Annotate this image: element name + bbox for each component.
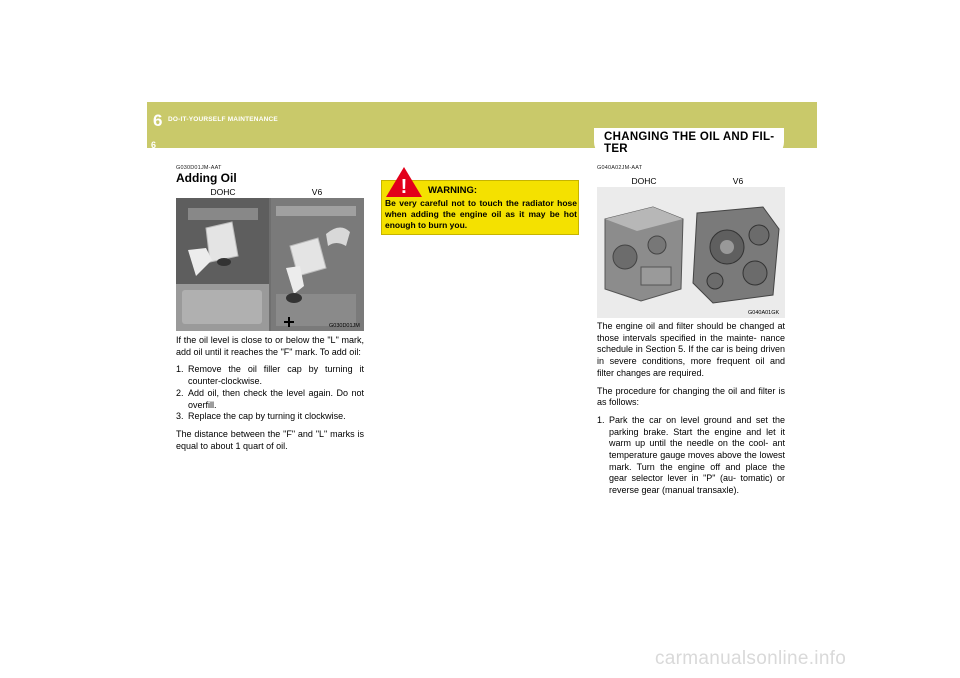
adding-oil-outro: The distance between the "F" and "L" marks is equal to about 1 quart of oil. (176, 428, 364, 451)
photo-label-v6: V6 (311, 187, 323, 197)
chapter-title: DO-IT-YOURSELF MAINTENANCE (168, 116, 278, 123)
chapter-number: 6 (153, 111, 163, 130)
right-section-code: G040A02JM-AAT (597, 165, 643, 171)
left-photo-labels (176, 187, 364, 197)
photo-label-v6: V6 (732, 176, 744, 186)
adding-oil-intro: If the oil level is close to or below the "L" mark, add oil until it reaches the "F" mark. To add oil: (176, 335, 364, 357)
warning-text: Be very careful not to touch the radiator hose when adding the engine oil as it may be hot enough to burn you. (385, 198, 577, 230)
adding-oil-photo (176, 198, 364, 331)
dohc-engine-icon (605, 207, 683, 301)
engine-photo (597, 187, 785, 318)
photo-label-dohc: DOHC (210, 187, 236, 197)
warning-triangle-icon (385, 166, 423, 198)
page-number: 6 (151, 140, 157, 150)
warning-label: WARNING: (428, 185, 478, 196)
right-photo-labels (597, 176, 785, 186)
changing-oil-steps (597, 415, 785, 497)
watermark: carmanualsonline.info (655, 648, 847, 669)
warning-exclamation: ! (400, 176, 408, 198)
section-title: CHANGING THE OIL AND FIL- TER (604, 131, 775, 155)
left-photo-code: G030D01JM (329, 323, 360, 329)
photo-label-dohc: DOHC (631, 176, 657, 186)
changing-oil-para1: The engine oil and filter should be changed at those intervals specified in the mainte- nance schedule in Section 5. If the car is being driven in severe conditions, more frequent oil and filter changes are required. (597, 321, 785, 378)
right-photo-code: G040A01GK (748, 310, 780, 316)
list-item: 2. Add oil, then check the level again. Do not overfill. (176, 387, 364, 410)
adding-oil-steps (176, 364, 364, 423)
list-item: 1. Park the car on level ground and set the parking brake. Start the engine and let it warm up until the needle on the cool- ant temperature gauge moves above the lowest mark. Turn the engine off and place the gear selector lever in "P" (au- tomatic) or reverse gear (manual transaxle). (597, 414, 785, 496)
adding-oil-heading: Adding Oil (176, 171, 237, 185)
adding-oil-text (176, 335, 364, 458)
left-section-code: G030D01JM-AAT (176, 165, 222, 171)
changing-oil-text (597, 321, 785, 503)
list-item: 1. Remove the oil filler cap by turning it counter-clockwise. (176, 364, 364, 387)
v6-engine-icon (693, 207, 779, 303)
list-item: 3. Replace the cap by turning it clockwise. (176, 411, 346, 422)
changing-oil-para2: The procedure for changing the oil and filter is as follows: (597, 385, 785, 408)
